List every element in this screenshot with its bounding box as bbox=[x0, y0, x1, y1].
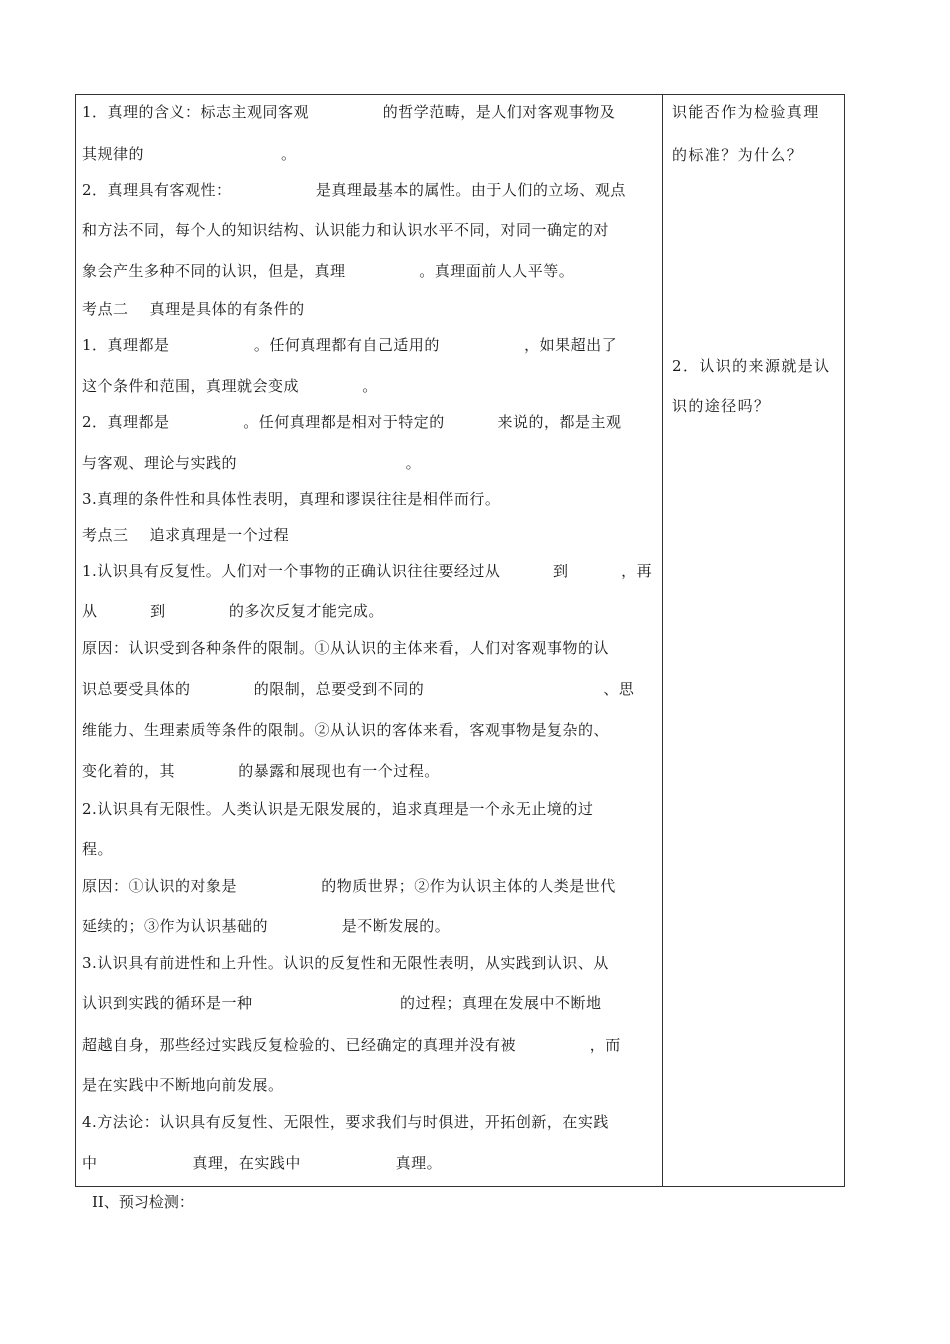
text-line: 原因：①认识的对象是 的物质世界；②作为认识主体的人类是世代 bbox=[82, 877, 616, 895]
text-line: 认识到实践的循环是一种 的过程；真理在发展中不断地 bbox=[82, 994, 602, 1012]
text-line: 这个条件和范围，真理就会变成 。 bbox=[82, 377, 378, 395]
worksheet-table bbox=[75, 94, 845, 1187]
question-line: 识能否作为检验真理 bbox=[672, 103, 820, 121]
column-divider bbox=[662, 95, 663, 1186]
text-line: 4.方法论：认识具有反复性、无限性，要求我们与时俱进，开拓创新，在实践 bbox=[82, 1113, 609, 1131]
text-line: 维能力、生理素质等条件的限制。②从认识的客体来看，客观事物是复杂的、 bbox=[82, 721, 610, 739]
text-line: 是在实践中不断地向前发展。 bbox=[82, 1076, 284, 1094]
section-heading: 考点三 追求真理是一个过程 bbox=[82, 526, 290, 544]
text-line: 延续的；③作为认识基础的 是不断发展的。 bbox=[82, 917, 451, 935]
text-line: 和方法不同，每个人的知识结构、认识能力和认识水平不同，对同一确定的对 bbox=[82, 221, 610, 239]
text-line: 从 到 的多次反复才能完成。 bbox=[82, 602, 384, 620]
text-line: 与客观、理论与实践的 。 bbox=[82, 454, 422, 472]
section-footer-heading: II、预习检测： bbox=[92, 1193, 194, 1211]
text-line: 中 真理，在实践中 真理。 bbox=[82, 1154, 443, 1172]
text-line: 2.认识具有无限性。人类认识是无限发展的，追求真理是一个永无止境的过 bbox=[82, 800, 594, 818]
text-line: 原因：认识受到各种条件的限制。①从认识的主体来看，人们对客观事物的认 bbox=[82, 639, 610, 657]
text-line: 象会产生多种不同的认识，但是，真理 。真理面前人人平等。 bbox=[82, 262, 575, 280]
text-line: 其规律的 。 bbox=[82, 145, 297, 163]
text-line: 程。 bbox=[82, 840, 114, 858]
question-line: 2．认识的来源就是认 bbox=[672, 357, 831, 375]
text-line: 3.认识具有前进性和上升性。认识的反复性和无限性表明，从实践到认识、从 bbox=[82, 954, 609, 972]
text-line: 1.认识具有反复性。人们对一个事物的正确认识往往要经过从 到 ，再 bbox=[82, 562, 653, 580]
text-line: 识总要受具体的 的限制，总要受到不同的 、思 bbox=[82, 680, 635, 698]
question-line: 的标准？为什么？ bbox=[672, 146, 804, 164]
text-line: 超越自身，那些经过实践反复检验的、已经确定的真理并没有被 ，而 bbox=[82, 1036, 621, 1054]
text-line: 变化着的，其 的暴露和展现也有一个过程。 bbox=[82, 762, 440, 780]
question-line: 识的途径吗？ bbox=[672, 397, 771, 415]
text-line: 1．真理都是 。任何真理都有自己适用的 ，如果超出了 bbox=[82, 336, 618, 354]
text-line: 2．真理都是 。任何真理都是相对于特定的 来说的，都是主观 bbox=[82, 413, 622, 431]
text-line: 1．真理的含义：标志主观同客观 的哲学范畴，是人们对客观事物及 bbox=[82, 103, 616, 121]
text-line: 3.真理的条件性和具体性表明，真理和谬误往往是相伴而行。 bbox=[82, 490, 501, 508]
section-heading: 考点二 真理是具体的有条件的 bbox=[82, 300, 305, 318]
text-line: 2．真理具有客观性： 是真理最基本的属性。由于人们的立场、观点 bbox=[82, 181, 626, 199]
